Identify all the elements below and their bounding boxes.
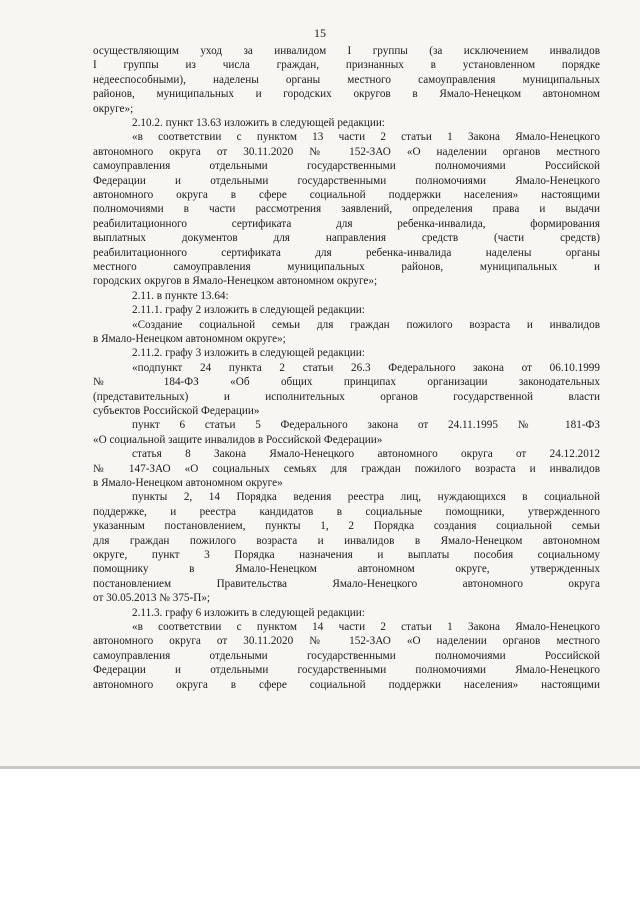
text-line: 2.11.2. графу 3 изложить в следующей редакции:: [132, 347, 365, 360]
text-line: пункт 6 статьи 5 Федерального закона от 24.11.1995 № 181-ФЗ: [132, 419, 600, 432]
text-line: поддержке, и реестра кандидатов в социальные помощники, утвержденного: [93, 505, 600, 518]
text-line: автономного округа от 30.11.2020 № 152-ЗАО «О наделении органов местного: [93, 635, 600, 648]
text-line: самоуправления отдельными государственными полномочиями Российской: [93, 649, 600, 662]
text-line: реабилитационного сертификата для ребенка-инвалида наделены органы: [93, 246, 600, 259]
text-line: автономного округа в сфере социальной поддержки населения» настоящими: [93, 189, 600, 201]
text-line: 2.10.2. пункт 13.63 изложить в следующей редакции:: [132, 117, 385, 129]
text-line: «в соответствии с пунктом 13 части 2 статьи 1 Закона Ямало-Ненецкого: [132, 131, 600, 144]
text-line: субъектов Российской Федерации»: [93, 405, 260, 417]
text-line: Федерации и отдельными государственными полномочиями Ямало-Ненецкого: [93, 664, 600, 677]
text-line: городских округов в Ямало-Ненецком автономном округе»;: [93, 275, 378, 288]
text-line: автономного округа в сфере социальной поддержки населения» настоящими: [93, 678, 600, 691]
scan-edge: [0, 766, 640, 769]
text-line: «подпункт 24 пункта 2 статьи 26.3 Федерального закона от 06.10.1999: [132, 361, 600, 374]
text-line: осуществляющим уход за инвалидом I группы (за исключением инвалидов: [93, 45, 600, 57]
text-line: реабилитационного сертификата для ребенка-инвалида, формирования: [93, 217, 600, 230]
text-line: округе, пункт 3 Порядка назначения и выплаты пособия социальному: [93, 549, 600, 561]
text-line: автономного округа от 30.11.2020 № 152-ЗАО «О наделении органов местного: [93, 145, 600, 158]
text-line: (представительных) и исполнительных органов государственной власти: [93, 390, 600, 403]
text-line: полномочиями в части рассмотрения заявлений, определения права и выдачи: [93, 203, 600, 216]
text-line: районов, муниципальных и городских округов в Ямало-Ненецком автономном: [93, 88, 600, 101]
text-line: 2.11.3. графу 6 изложить в следующей редакции:: [132, 606, 365, 619]
text-line: «О социальной защите инвалидов в Российской Федерации»: [93, 433, 383, 446]
text-line: местного самоуправления муниципальных районов, муниципальных и: [93, 261, 600, 273]
text-line: в Ямало-Ненецком автономном округе»;: [93, 333, 286, 345]
text-line: в Ямало-Ненецком автономном округе»: [93, 477, 283, 489]
text-line: 2.11. в пункте 13.64:: [132, 289, 229, 302]
text-line: № 147-ЗАО «О социальных семьях для граждан пожилого возраста и инвалидов: [93, 462, 600, 475]
page-number: 15: [314, 26, 326, 40]
text-line: «Создание социальной семьи для граждан пожилого возраста и инвалидов: [132, 318, 600, 331]
text-line: округе»;: [93, 102, 134, 115]
text-line: Федерации и отдельными государственными полномочиями Ямало-Ненецкого: [93, 174, 600, 187]
text-line: для граждан пожилого возраста и инвалидов в Ямало-Ненецком автономном: [93, 534, 600, 547]
text-line: статья 8 Закона Ямало-Ненецкого автономного округа от 24.12.2012: [132, 448, 600, 461]
text-line: помощнику в Ямало-Ненецком автономном округе, утвержденных: [93, 563, 600, 576]
text-line: № 184-ФЗ «Об общих принципах организации законодательных: [93, 376, 600, 389]
text-line: указанным постановлением, пункты 1, 2 Порядка создания социальной семьи: [93, 520, 600, 533]
text-line: выплатных документов для направления средств (части средств): [93, 232, 600, 245]
text-line: I группы из числа граждан, признанных в установленном порядке: [93, 59, 600, 72]
text-line: постановлением Правительства Ямало-Ненецкого автономного округа: [93, 577, 600, 590]
text-line: недееспособными), наделены органы местного самоуправления муниципальных: [93, 73, 600, 86]
text-line: пункты 2, 14 Порядка ведения реестра лиц, нуждающихся в социальной: [132, 491, 600, 504]
text-line: от 30.05.2013 № 375-П»;: [93, 592, 211, 605]
text-line: 2.11.1. графу 2 изложить в следующей редакции:: [132, 304, 365, 317]
text-line: «в соответствии с пунктом 14 части 2 статьи 1 Закона Ямало-Ненецкого: [132, 621, 600, 633]
text-line: самоуправления отдельными государственными полномочиями Российской: [93, 160, 600, 173]
